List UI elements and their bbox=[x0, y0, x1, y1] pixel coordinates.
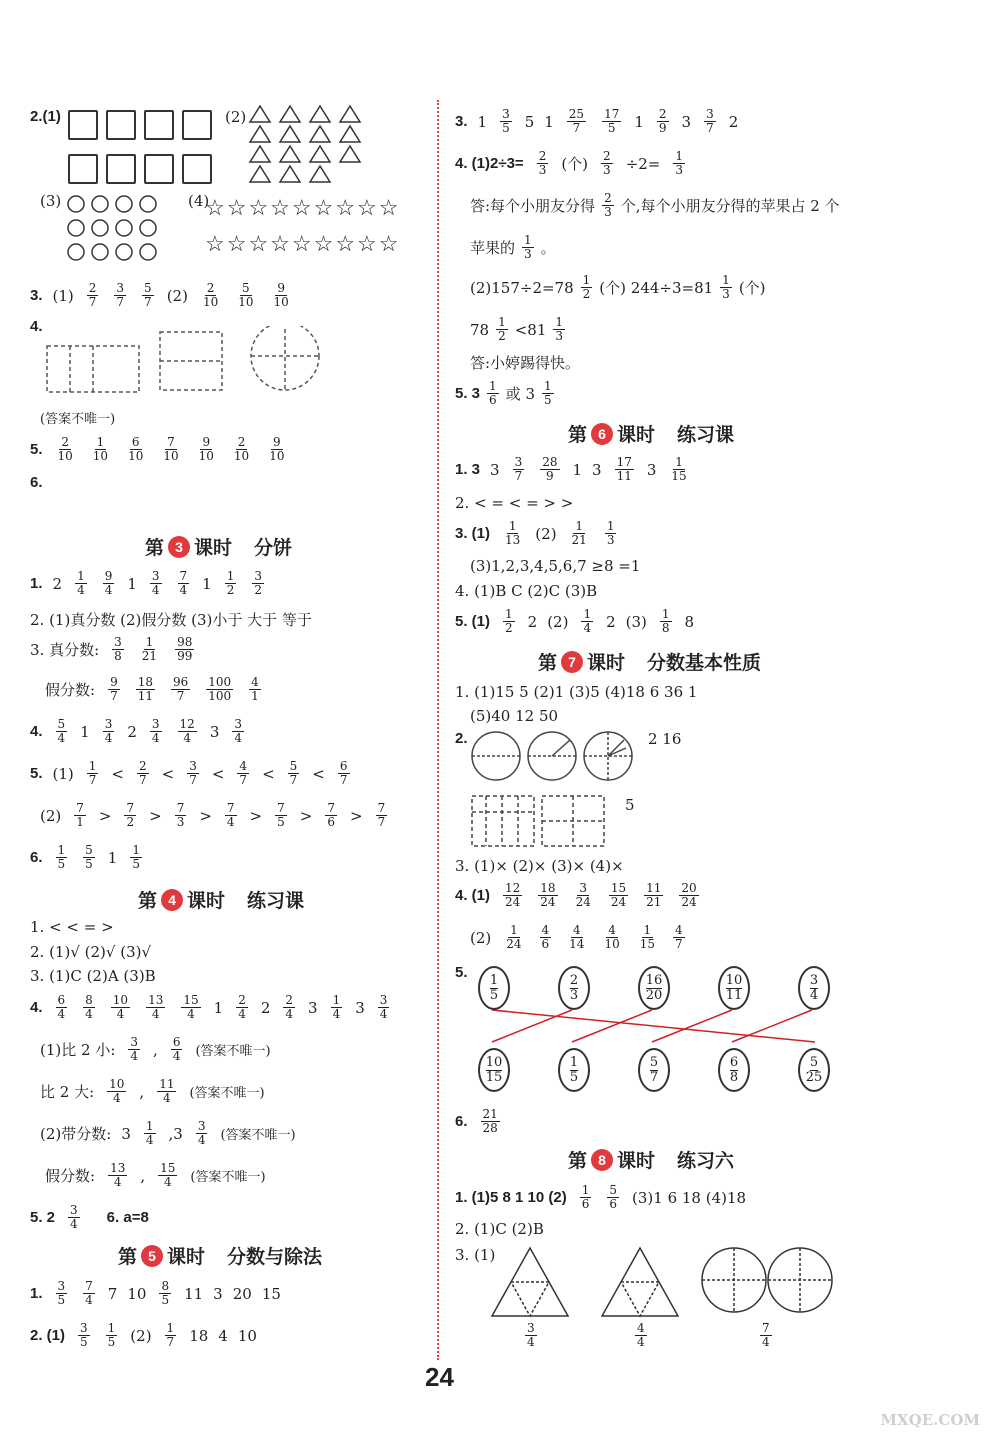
oval-bottom-3: $\frac{5}{7}$ bbox=[638, 1048, 670, 1092]
r-q4: 4. (1)2÷3= $\frac{2}{3}$ (个) $\frac{2}{3}$ ÷2= $\frac{1}{3}$ bbox=[455, 149, 684, 177]
s3-q4: 4. $\frac{5}{4}$ 1 $\frac{3}{4}$ 2 $\frac{3}{4}$ $\frac{12}{4}$ 3 $\frac{3}{4}$ bbox=[30, 717, 242, 745]
section-3-heading: 第 3 课时 分饼 bbox=[145, 537, 293, 559]
s7-q1: 1. (1)15 5 (2)1 (3)5 (4)18 6 36 1 bbox=[455, 683, 698, 701]
q4-note: (答案不唯一) bbox=[40, 412, 116, 427]
q2-label: 2.(1) bbox=[30, 108, 61, 125]
s6-q4: 4. (1)B C (2)C (3)B bbox=[455, 582, 598, 600]
s8-q3-frac1: $\frac{3}{4}$ bbox=[527, 1321, 535, 1349]
q2-sub2: (2) bbox=[225, 108, 247, 126]
s4-q4d: 假分数: $\frac{13}{4}$ , $\frac{15}{4}$ (答案不唯一) bbox=[45, 1161, 266, 1189]
oval-top-1: $\frac{1}{5}$ bbox=[478, 966, 510, 1010]
oval-bottom-1: $\frac{10}{15}$ bbox=[478, 1048, 510, 1092]
s7-q4a: 4. (1) $\frac{12}{24}$ $\frac{18}{24}$ $\frac{3}{24}$ $\frac{15}{24}$ $\frac{11}{21}$ $\frac{20}{24}$ bbox=[455, 881, 697, 909]
q6-label: 6. bbox=[30, 474, 43, 491]
r-q3: 3. 1 $\frac{3}{5}$ 5 1 $\frac{25}{7}$ $\frac{17}{5}$ 1 $\frac{2}{9}$ 3 $\frac{3}{7}$ 2 bbox=[455, 107, 739, 135]
watermark: MXQE.COM bbox=[880, 1411, 980, 1429]
s7-q3: 3. (1)× (2)× (3)× (4)× bbox=[455, 857, 624, 875]
oval-top-2: $\frac{2}{3}$ bbox=[558, 966, 590, 1010]
s6-q1: 1. 3 3 $\frac{3}{7}$ $\frac{28}{9}$ 1 3 $\frac{17}{11}$ 3 $\frac{1}{15}$ bbox=[455, 455, 687, 483]
column-divider bbox=[437, 100, 439, 1360]
s7-q2-rects bbox=[470, 794, 610, 848]
star-row-2: ☆☆☆☆☆☆☆☆☆ bbox=[205, 232, 401, 257]
oval-bottom-5: $\frac{5}{25}$ bbox=[798, 1048, 830, 1092]
s4-q4a: (1)比 2 小: $\frac{3}{4}$ , $\frac{6}{4}$ (答案不唯一) bbox=[40, 1035, 271, 1063]
s7-q2-values: 2 16 bbox=[648, 730, 682, 748]
s6-q3b: (3)1,2,3,4,5,6,7 ≥8 =1 bbox=[470, 557, 641, 575]
r-q4-c: 78 $\frac{1}{2}$ <81 $\frac{1}{3}$ bbox=[470, 315, 564, 343]
s7-q1b: (5)40 12 50 bbox=[470, 707, 559, 725]
s5-q1: 1. $\frac{3}{5}$ $\frac{7}{4}$ 7 10 $\frac{8}{5}$ 11 3 20 15 bbox=[30, 1279, 281, 1307]
s8-q2: 2. (1)C (2)B bbox=[455, 1220, 544, 1238]
r-q4-answer3: 答:小婷踢得快。 bbox=[470, 354, 581, 372]
page-number: 24 bbox=[425, 1362, 454, 1392]
oval-top-3: $\frac{16}{20}$ bbox=[638, 966, 670, 1010]
s8-q3: 3. (1) bbox=[455, 1246, 496, 1264]
oval-top-4: $\frac{10}{11}$ bbox=[718, 966, 750, 1010]
q2-sub3: (3) bbox=[40, 192, 62, 210]
s4-q1: 1. < < = > bbox=[30, 918, 114, 936]
r-q4-b: (2)157÷2=78 $\frac{1}{2}$ (个) 244÷3=81 $\frac{1}{3}$ (个) bbox=[470, 273, 766, 301]
s4-q2: 2. (1)√ (2)√ (3)√ bbox=[30, 943, 152, 961]
r-q5: 5. 3 $\frac{1}{6}$ 或 3 $\frac{1}{5}$ bbox=[455, 379, 552, 407]
s4-q3: 3. (1)C (2)A (3)B bbox=[30, 967, 156, 985]
s7-q5-label: 5. bbox=[455, 964, 468, 981]
section-4-heading: 第 4 课时 练习课 bbox=[138, 890, 305, 912]
s3-q2: 2. (1)真分数 (2)假分数 (3)小于 大于 等于 bbox=[30, 611, 312, 629]
q4-shapes bbox=[45, 326, 335, 396]
s4-q4: 4. $\frac{6}{4}$ $\frac{8}{4}$ $\frac{10}{4}$ $\frac{13}{4}$ $\frac{15}{4}$ 1 $\frac{2}{4}$ 2 $\frac{2}{4}$ 3 $\frac{1}{4}$ 3 $\frac{3}{4}$ bbox=[30, 993, 388, 1021]
q2-sub4: (4) bbox=[188, 192, 210, 210]
section-5-heading: 第 5 课时 分数与除法 bbox=[118, 1246, 323, 1268]
s7-q2-label: 2. bbox=[455, 730, 468, 747]
triangle-grid bbox=[248, 104, 378, 186]
q5-row: 5. $\frac{2}{10}$ $\frac{1}{10}$ $\frac{6}{10}$ $\frac{7}{10}$ $\frac{9}{10}$ $\frac{2}{10}$ $\frac{9}{10}$ bbox=[30, 435, 285, 463]
star-row-1: ☆☆☆☆☆☆☆☆☆ bbox=[205, 196, 401, 221]
s5-q2: 2. (1) $\frac{3}{5}$ $\frac{1}{5}$ (2) $\frac{1}{7}$ 18 4 10 bbox=[30, 1321, 257, 1349]
s8-q3-frac2: $\frac{4}{4}$ bbox=[637, 1321, 645, 1349]
section-6-heading: 第 6 课时 练习课 bbox=[568, 424, 735, 446]
s3-q5a: 5. (1) $\frac{1}{7}$ < $\frac{2}{7}$ < $\frac{3}{7}$ < $\frac{4}{7}$ < $\frac{5}{7}$ < $\frac{6}{7}$ bbox=[30, 759, 348, 787]
s3-q6: 6. $\frac{1}{5}$ $\frac{5}{5}$ 1 $\frac{1}{5}$ bbox=[30, 843, 140, 871]
q3-row: 3. (1) $\frac{2}{7}$ $\frac{3}{7}$ $\frac{5}{7}$ (2) $\frac{2}{10}$ $\frac{5}{10}$ $\frac{9}{10}$ bbox=[30, 281, 289, 309]
s3-q3b: 假分数: $\frac{9}{7}$ $\frac{18}{11}$ $\frac{96}{7}$ $\frac{100}{100}$ $\frac{4}{1}$ bbox=[45, 675, 259, 703]
s6-q3: 3. (1) $\frac{1}{13}$ (2) $\frac{1}{21}$ $\frac{1}{3}$ bbox=[455, 519, 615, 547]
s8-q1: 1. (1)5 8 1 10 (2) $\frac{1}{6}$ $\frac{5}{6}$ (3)1 6 18 (4)18 bbox=[455, 1183, 747, 1211]
s8-q3-frac3: $\frac{7}{4}$ bbox=[762, 1321, 770, 1349]
oval-bottom-4: $\frac{6}{8}$ bbox=[718, 1048, 750, 1092]
oval-bottom-2: $\frac{1}{5}$ bbox=[558, 1048, 590, 1092]
s6-q5: 5. (1) $\frac{1}{2}$ 2 (2) $\frac{1}{4}$ 2 (3) $\frac{1}{8}$ 8 bbox=[455, 607, 695, 635]
s6-q2: 2. < = < = > > bbox=[455, 494, 574, 512]
apple-grid bbox=[66, 192, 166, 264]
r-q4-answer2: 苹果的 $\frac{1}{3}$ 。 bbox=[470, 233, 556, 261]
s7-q6: 6. $\frac{21}{28}$ bbox=[455, 1107, 498, 1135]
section-7-heading: 第 7 课时 分数基本性质 bbox=[538, 652, 762, 674]
s4-q4c: (2)带分数: 3 $\frac{1}{4}$ ,3 $\frac{3}{4}$ (答案不唯一) bbox=[40, 1119, 296, 1147]
s7-q2-value2: 5 bbox=[625, 796, 635, 814]
square-grid bbox=[68, 110, 218, 188]
s7-q2-circles bbox=[470, 730, 635, 782]
s4-q5-q6: 5. 2 $\frac{3}{4}$ 6. a=8 bbox=[30, 1203, 149, 1231]
s3-q3a: 3. 真分数: $\frac{3}{8}$ $\frac{1}{21}$ $\frac{98}{99}$ bbox=[30, 635, 193, 663]
s7-q4b: (2) $\frac{1}{24}$ $\frac{4}{6}$ $\frac{4}{14}$ $\frac{4}{10}$ $\frac{1}{15}$ $\frac{4}{7}$ bbox=[470, 923, 683, 951]
s4-q4b: 比 2 大: $\frac{10}{4}$ , $\frac{11}{4}$ (答案不唯一) bbox=[40, 1077, 265, 1105]
s8-q3-shapes bbox=[490, 1246, 840, 1320]
oval-top-5: $\frac{3}{4}$ bbox=[798, 966, 830, 1010]
q4-label: 4. bbox=[30, 318, 43, 335]
s3-q1: 1. 2 $\frac{1}{4}$ $\frac{9}{4}$ 1 $\frac{3}{4}$ $\frac{7}{4}$ 1 $\frac{1}{2}$ $\frac{3}{2}$ bbox=[30, 569, 262, 597]
s3-q5b: (2) $\frac{7}{1}$ > $\frac{7}{2}$ > $\frac{7}{3}$ > $\frac{7}{4}$ > $\frac{7}{5}$ > $\frac{7}{6}$ > $\frac{7}{7}$ bbox=[40, 801, 386, 829]
r-q4-answer1: 答:每个小朋友分得 $\frac{2}{3}$ 个,每个小朋友分得的苹果占 2 个 bbox=[470, 191, 840, 219]
section-8-heading: 第 8 课时 练习六 bbox=[568, 1150, 735, 1172]
